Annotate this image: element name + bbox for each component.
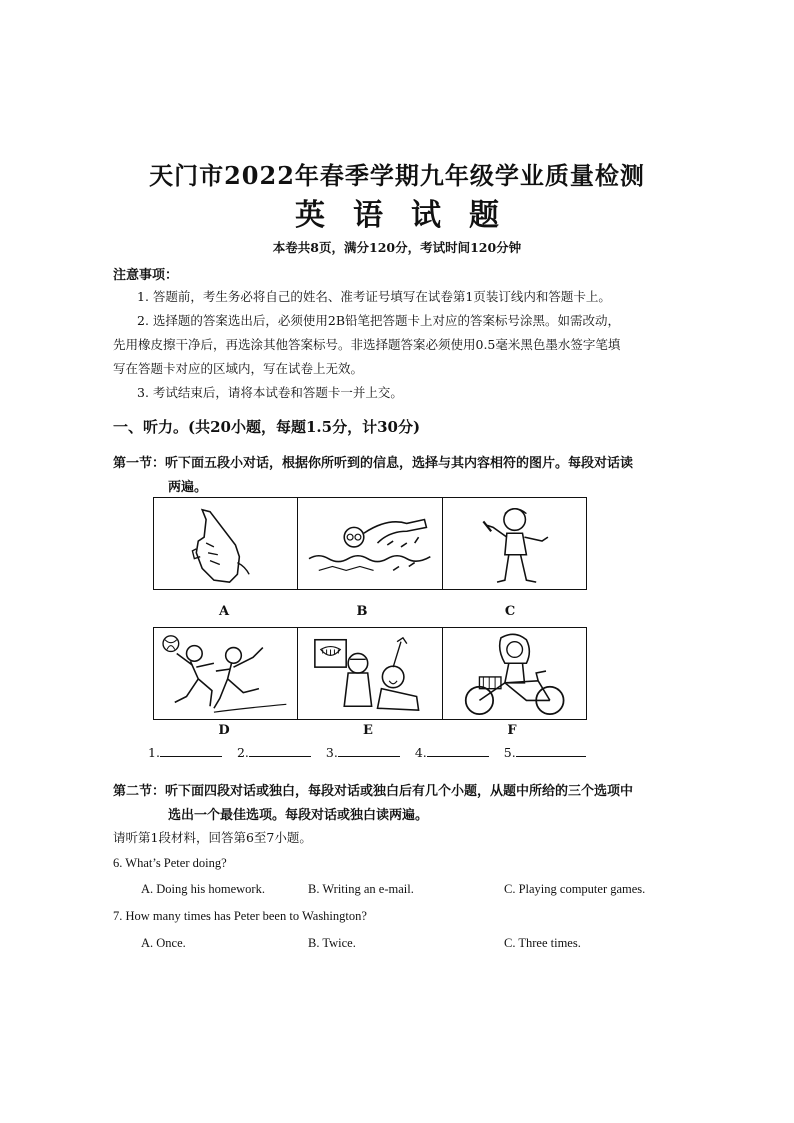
part2-instruction-line2: 选出一个最佳选项。每段对话或独白读两遍。 bbox=[168, 808, 429, 823]
swimmer-icon bbox=[298, 498, 441, 589]
picture-label-a: A bbox=[218, 604, 230, 619]
answer-blank-2[interactable]: 2. bbox=[237, 744, 311, 760]
picture-row-2 bbox=[153, 627, 587, 720]
picture-label-e: E bbox=[363, 723, 373, 738]
picture-label-c: C bbox=[504, 604, 516, 619]
question-7-stem: 7. How many times has Peter been to Washington? bbox=[113, 909, 367, 923]
singer-icon bbox=[443, 498, 586, 589]
picture-label-f: F bbox=[507, 723, 517, 738]
part1-instruction-line2: 两遍。 bbox=[168, 480, 208, 495]
notice-item-2-line1: 2. 选择题的答案选出后，必须使用2B铅笔把答题卡上对应的答案标号涂黑。如需改动， bbox=[137, 313, 621, 328]
question-7-option-c[interactable]: C. Three times. bbox=[504, 936, 581, 950]
answer-blank-3[interactable]: 3. bbox=[326, 744, 400, 760]
listening-instruction: 请听第1段材料，回答第6至7小题。 bbox=[113, 830, 312, 845]
answer-blank-4[interactable]: 4. bbox=[415, 744, 489, 760]
notice-item-3: 3. 考试结束后，请将本试卷和答题卡一并上交。 bbox=[137, 385, 403, 400]
part1-instruction-line1: 第一节：听下面五段小对话，根据你所听到的信息，选择与其内容相符的图片。每段对话读 bbox=[113, 456, 634, 471]
picture-b bbox=[298, 498, 442, 589]
question-7-option-a[interactable]: A. Once. bbox=[141, 936, 186, 950]
answer-blank-5[interactable]: 5. bbox=[504, 744, 586, 760]
section-heading-listening: 一、听力。(共20小题，每题1.5分，计30分) bbox=[113, 418, 421, 436]
picture-a bbox=[154, 498, 298, 589]
picture-row-1 bbox=[153, 497, 587, 590]
question-7-option-b[interactable]: B. Twice. bbox=[308, 936, 356, 950]
notice-heading: 注意事项： bbox=[113, 268, 179, 283]
dentist-icon bbox=[298, 628, 441, 719]
question-6-stem: 6. What’s Peter doing? bbox=[113, 856, 227, 870]
answer-blank-1[interactable]: 1. bbox=[148, 744, 222, 760]
picture-c bbox=[443, 498, 586, 589]
exam-subject-title: 英语试题 bbox=[295, 198, 527, 233]
pointing-hand-icon bbox=[154, 498, 297, 589]
picture-f bbox=[443, 628, 586, 719]
question-6-option-c[interactable]: C. Playing computer games. bbox=[504, 882, 646, 896]
picture-d bbox=[154, 628, 298, 719]
answer-blanks bbox=[148, 744, 586, 760]
picture-label-b: B bbox=[356, 604, 368, 619]
part2-instruction-line1: 第二节：听下面四段对话或独白，每段对话或独白后有几个小题，从题中所给的三个选项中 bbox=[113, 784, 634, 799]
notice-item-2-line2: 先用橡皮擦干净后，再选涂其他答案标号。非选择题答案必须使用0.5毫米黑色墨水签字笔填 bbox=[113, 337, 621, 352]
picture-e bbox=[298, 628, 442, 719]
notice-item-1: 1. 答题前，考生务必将自己的姓名、准考证号填写在试卷第1页装订线内和答题卡上。 bbox=[137, 289, 611, 304]
notice-item-2-line3: 写在答题卡对应的区域内，写在试卷上无效。 bbox=[113, 361, 364, 376]
question-6-option-b[interactable]: B. Writing an e-mail. bbox=[308, 882, 414, 896]
volleyball-players-icon bbox=[154, 628, 297, 719]
exam-info: 本卷共8页，满分120分，考试时间120分钟 bbox=[272, 240, 522, 255]
cyclist-icon bbox=[443, 628, 586, 719]
exam-title: 天门市2022年春季学期九年级学业质量检测 bbox=[149, 161, 645, 190]
picture-label-d: D bbox=[218, 723, 230, 738]
question-6-option-a[interactable]: A. Doing his homework. bbox=[141, 882, 265, 896]
